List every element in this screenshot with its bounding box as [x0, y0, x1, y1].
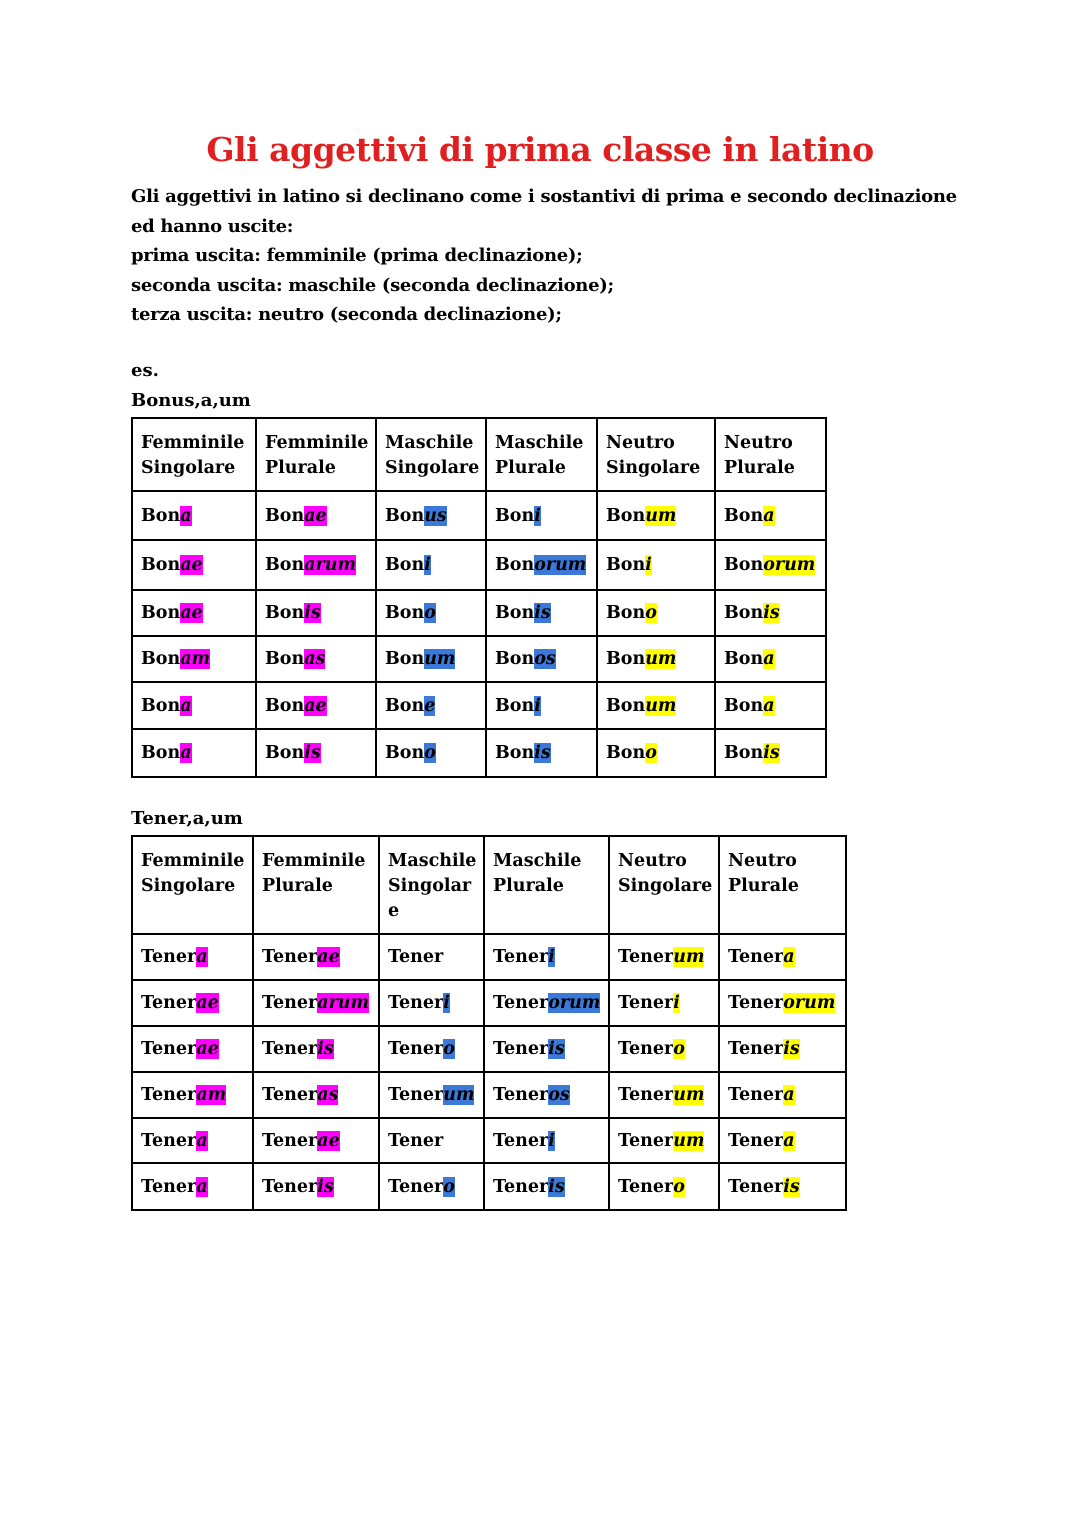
word-stem: Bon — [265, 649, 305, 669]
word-stem: Tener — [493, 1176, 549, 1197]
highlighted-ending: o — [673, 1039, 685, 1059]
table-cell — [376, 590, 486, 636]
table-cell — [715, 590, 826, 636]
column-header: Maschile Singolare — [376, 418, 486, 491]
table-cell — [379, 1118, 484, 1163]
highlighted-ending: a — [196, 947, 208, 967]
highlighted-ending: i — [534, 505, 541, 526]
table-cell — [132, 1163, 253, 1210]
column-header: Neutro Singolare — [609, 836, 719, 934]
highlighted-ending: arum — [304, 555, 356, 575]
word-stem: Tener — [388, 1039, 444, 1059]
column-header: Neutro Plurale — [719, 836, 846, 934]
highlighted-ending: orum — [783, 993, 836, 1013]
highlighted-ending: is — [534, 743, 551, 763]
word-stem: Tener — [141, 1176, 197, 1197]
word-stem: Tener — [262, 1085, 318, 1105]
table-cell — [376, 491, 486, 540]
highlighted-ending: us — [424, 505, 447, 526]
highlighted-ending: um — [645, 505, 677, 526]
table-row — [132, 590, 826, 636]
highlighted-ending: a — [783, 1130, 795, 1151]
table-cell — [379, 1026, 484, 1072]
highlighted-ending: am — [196, 1085, 227, 1105]
highlighted-ending: o — [424, 743, 436, 763]
word-stem: Tener — [493, 947, 549, 967]
table-row — [132, 1026, 846, 1072]
table-cell — [132, 1118, 253, 1163]
table-row — [132, 1072, 846, 1118]
table-cell — [132, 1072, 253, 1118]
table-cell — [719, 1163, 846, 1210]
highlighted-ending: o — [424, 603, 436, 623]
word-stem: Tener — [141, 1130, 197, 1151]
highlighted-ending: um — [673, 947, 705, 967]
table-cell — [253, 980, 379, 1026]
table-cell — [719, 980, 846, 1026]
table-cell — [609, 1163, 719, 1210]
highlighted-ending: i — [443, 993, 450, 1013]
table-cell — [715, 682, 826, 729]
word-stem: Tener — [388, 947, 444, 967]
word-stem: Bon — [495, 603, 535, 623]
word-stem: Tener — [493, 993, 549, 1013]
table-cell — [484, 934, 609, 980]
header-row — [132, 418, 826, 491]
column-header: Neutro Plurale — [715, 418, 826, 491]
intro-line: ed hanno uscite: — [131, 215, 294, 237]
intro-line: seconda uscita: maschile (seconda declinazione); — [131, 274, 614, 296]
highlighted-ending: a — [763, 649, 775, 669]
column-header: Femminile Plurale — [256, 418, 376, 491]
word-stem: Tener — [493, 1039, 549, 1059]
table-cell — [715, 636, 826, 682]
table-cell — [484, 1026, 609, 1072]
bonus-declension-table — [131, 417, 827, 778]
word-stem: Tener — [262, 947, 318, 967]
intro-line: terza uscita: neutro (seconda declinazione); — [131, 304, 562, 325]
table-row — [132, 1118, 846, 1163]
word-stem: Bon — [606, 743, 646, 763]
word-stem: Tener — [493, 1130, 549, 1151]
word-stem: Bon — [495, 505, 535, 526]
table-cell — [256, 491, 376, 540]
table-cell — [597, 729, 715, 777]
intro-line: prima uscita: femminile (prima declinazione); — [131, 245, 583, 266]
highlighted-ending: o — [645, 743, 657, 763]
highlighted-ending: a — [783, 1085, 795, 1105]
highlighted-ending: i — [548, 1130, 555, 1151]
table-cell — [253, 1026, 379, 1072]
highlighted-ending: is — [763, 743, 780, 763]
word-stem: Tener — [618, 1130, 674, 1151]
word-stem: Bon — [495, 695, 535, 716]
highlighted-ending: am — [180, 649, 211, 669]
table-cell — [719, 1118, 846, 1163]
table-cell — [132, 491, 256, 540]
word-stem: Bon — [141, 555, 181, 575]
word-stem: Tener — [728, 947, 784, 967]
highlighted-ending: ae — [304, 695, 327, 716]
highlighted-ending: um — [673, 1085, 705, 1105]
highlighted-ending: i — [673, 993, 680, 1013]
table-cell — [484, 1072, 609, 1118]
word-stem: Bon — [385, 743, 425, 763]
table-cell — [132, 934, 253, 980]
highlighted-ending: a — [196, 1130, 208, 1151]
tener-table-label: Tener,a,um — [131, 808, 243, 829]
word-stem: Bon — [141, 743, 181, 763]
word-stem: Tener — [262, 1130, 318, 1151]
column-header: Femminile Singolare — [132, 836, 253, 934]
table-cell — [253, 1118, 379, 1163]
highlighted-ending: orum — [548, 993, 601, 1013]
word-stem: Bon — [724, 505, 764, 526]
word-stem: Tener — [493, 1085, 549, 1105]
table-cell — [484, 1163, 609, 1210]
word-stem: Bon — [724, 743, 764, 763]
table-cell — [715, 729, 826, 777]
highlighted-ending: a — [783, 947, 795, 967]
word-stem: Tener — [618, 947, 674, 967]
table-cell — [376, 636, 486, 682]
word-stem: Tener — [388, 1176, 444, 1197]
highlighted-ending: is — [783, 1176, 800, 1197]
table-cell — [486, 682, 597, 729]
word-stem: Bon — [495, 743, 535, 763]
highlighted-ending: um — [424, 649, 456, 669]
intro-paragraph — [131, 182, 957, 330]
highlighted-ending: um — [645, 695, 677, 716]
table-cell — [253, 1163, 379, 1210]
table-cell — [486, 540, 597, 590]
table-cell — [256, 636, 376, 682]
word-stem: Bon — [141, 649, 181, 669]
table-cell — [253, 934, 379, 980]
table-cell — [132, 980, 253, 1026]
word-stem: Bon — [724, 649, 764, 669]
table-cell — [484, 980, 609, 1026]
highlighted-ending: arum — [317, 993, 370, 1013]
highlighted-ending: i — [645, 555, 652, 575]
table-cell — [719, 934, 846, 980]
highlighted-ending: a — [180, 505, 192, 526]
table-cell — [132, 1026, 253, 1072]
highlighted-ending: a — [180, 695, 192, 716]
highlighted-ending: is — [534, 603, 551, 623]
table-cell — [609, 934, 719, 980]
highlighted-ending: os — [534, 649, 556, 669]
word-stem: Tener — [728, 1039, 784, 1059]
highlighted-ending: ae — [196, 993, 219, 1013]
highlighted-ending: o — [673, 1176, 685, 1197]
table-cell — [379, 1163, 484, 1210]
table-cell — [715, 491, 826, 540]
highlighted-ending: o — [645, 603, 657, 623]
word-stem: Bon — [141, 695, 181, 716]
header-row — [132, 836, 846, 934]
table-cell — [609, 1118, 719, 1163]
highlighted-ending: is — [548, 1039, 565, 1059]
table-row — [132, 540, 826, 590]
highlighted-ending: is — [304, 603, 321, 623]
table-cell — [376, 682, 486, 729]
table-cell — [256, 540, 376, 590]
word-stem: Bon — [385, 555, 425, 575]
word-stem: Tener — [262, 993, 318, 1013]
word-stem: Bon — [606, 603, 646, 623]
highlighted-ending: is — [317, 1176, 334, 1197]
highlighted-ending: is — [548, 1176, 565, 1197]
column-header: Maschile Plurale — [486, 418, 597, 491]
word-stem: Tener — [728, 1176, 784, 1197]
table-cell — [597, 491, 715, 540]
table-cell — [253, 1072, 379, 1118]
word-stem: Bon — [724, 603, 764, 623]
table-cell — [486, 590, 597, 636]
word-stem: Bon — [385, 695, 425, 716]
highlighted-ending: ae — [317, 947, 340, 967]
word-stem: Tener — [141, 1039, 197, 1059]
page-title: Gli aggettivi di prima classe in latino — [206, 130, 874, 169]
highlighted-ending: ae — [196, 1039, 219, 1059]
column-header: Femminile Plurale — [253, 836, 379, 934]
table-cell — [256, 729, 376, 777]
intro-line: Gli aggettivi in latino si declinano come i sostantivi di prima e secondo declinazione — [131, 186, 957, 207]
highlighted-ending: i — [548, 947, 555, 967]
highlighted-ending: um — [645, 649, 677, 669]
table-cell — [597, 540, 715, 590]
table-cell — [132, 540, 256, 590]
column-header: Maschile Singolar e — [379, 836, 484, 934]
word-stem: Tener — [388, 993, 444, 1013]
word-stem: Bon — [606, 505, 646, 526]
table-row — [132, 934, 846, 980]
word-stem: Bon — [385, 603, 425, 623]
word-stem: Bon — [265, 555, 305, 575]
highlighted-ending: ae — [304, 505, 327, 526]
highlighted-ending: is — [304, 743, 321, 763]
highlighted-ending: ae — [180, 555, 203, 575]
table-cell — [132, 729, 256, 777]
word-stem: Tener — [262, 1039, 318, 1059]
highlighted-ending: a — [196, 1176, 208, 1197]
highlighted-ending: ae — [317, 1130, 340, 1151]
word-stem: Bon — [265, 743, 305, 763]
word-stem: Bon — [495, 649, 535, 669]
highlighted-ending: orum — [763, 555, 816, 575]
highlighted-ending: is — [763, 603, 780, 623]
table-cell — [132, 636, 256, 682]
word-stem: Tener — [388, 1085, 444, 1105]
word-stem: Bon — [265, 505, 305, 526]
table-cell — [379, 980, 484, 1026]
word-stem: Bon — [141, 505, 181, 526]
word-stem: Bon — [606, 649, 646, 669]
word-stem: Bon — [141, 603, 181, 623]
highlighted-ending: i — [534, 695, 541, 716]
table-row — [132, 980, 846, 1026]
bonus-table-label: Bonus,a,um — [131, 390, 251, 411]
highlighted-ending: is — [317, 1039, 334, 1059]
highlighted-ending: a — [763, 505, 775, 526]
highlighted-ending: ae — [180, 603, 203, 623]
table-cell — [376, 540, 486, 590]
table-cell — [256, 682, 376, 729]
word-stem: Tener — [728, 1085, 784, 1105]
highlighted-ending: as — [304, 649, 326, 669]
highlighted-ending: o — [443, 1039, 455, 1059]
word-stem: Bon — [265, 695, 305, 716]
table-cell — [609, 1072, 719, 1118]
table-cell — [597, 590, 715, 636]
word-stem: Tener — [388, 1130, 444, 1151]
word-stem: Tener — [618, 1039, 674, 1059]
table-cell — [486, 729, 597, 777]
table-cell — [719, 1072, 846, 1118]
column-header: Femminile Singolare — [132, 418, 256, 491]
tener-declension-table — [131, 835, 847, 1211]
table-cell — [609, 980, 719, 1026]
word-stem: Bon — [385, 649, 425, 669]
table-cell — [609, 1026, 719, 1072]
highlighted-ending: is — [783, 1039, 800, 1059]
column-header: Neutro Singolare — [597, 418, 715, 491]
table-cell — [484, 1118, 609, 1163]
word-stem: Tener — [728, 993, 784, 1013]
table-row — [132, 1163, 846, 1210]
highlighted-ending: a — [180, 743, 192, 763]
example-label: es. — [131, 360, 159, 381]
table-cell — [597, 682, 715, 729]
table-cell — [597, 636, 715, 682]
table-cell — [379, 1072, 484, 1118]
word-stem: Tener — [141, 947, 197, 967]
word-stem: Tener — [141, 993, 197, 1013]
word-stem: Bon — [606, 695, 646, 716]
word-stem: Bon — [495, 555, 535, 575]
highlighted-ending: orum — [534, 555, 587, 575]
table-cell — [132, 590, 256, 636]
table-cell — [376, 729, 486, 777]
word-stem: Tener — [618, 993, 674, 1013]
word-stem: Tener — [618, 1085, 674, 1105]
table-cell — [379, 934, 484, 980]
table-row — [132, 636, 826, 682]
highlighted-ending: as — [317, 1085, 339, 1105]
table-row — [132, 491, 826, 540]
table-cell — [719, 1026, 846, 1072]
highlighted-ending: os — [548, 1085, 570, 1105]
table-cell — [486, 636, 597, 682]
word-stem: Tener — [728, 1130, 784, 1151]
highlighted-ending: o — [443, 1176, 455, 1197]
table-cell — [256, 590, 376, 636]
word-stem: Bon — [265, 603, 305, 623]
table-cell — [715, 540, 826, 590]
word-stem: Bon — [724, 695, 764, 716]
table-cell — [132, 682, 256, 729]
word-stem: Bon — [724, 555, 764, 575]
highlighted-ending: um — [443, 1085, 475, 1105]
table-row — [132, 682, 826, 729]
highlighted-ending: e — [424, 695, 436, 716]
word-stem: Tener — [262, 1176, 318, 1197]
highlighted-ending: i — [424, 555, 431, 575]
table-row — [132, 729, 826, 777]
highlighted-ending: a — [763, 695, 775, 716]
word-stem: Tener — [141, 1085, 197, 1105]
word-stem: Tener — [618, 1176, 674, 1197]
column-header: Maschile Plurale — [484, 836, 609, 934]
table-cell — [486, 491, 597, 540]
word-stem: Bon — [385, 505, 425, 526]
word-stem: Bon — [606, 555, 646, 575]
highlighted-ending: um — [673, 1130, 705, 1151]
